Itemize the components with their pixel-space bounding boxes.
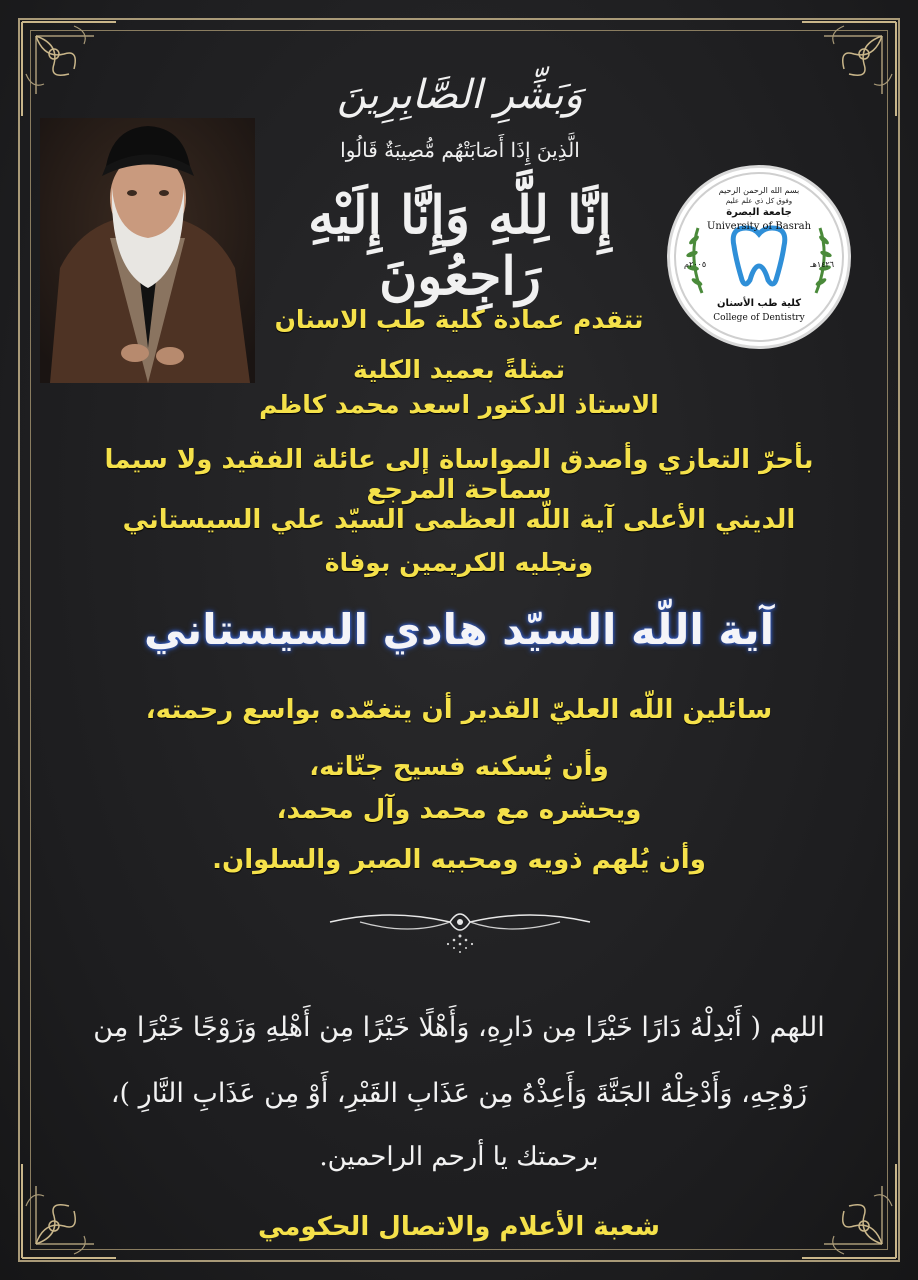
condolence-line1: بأحرّ التعازي وأصدق المواساة إلى عائلة الفقيد ولا سيما سماحة المرجع: [104, 445, 814, 505]
dean-name: الاستاذ الدكتور اسعد محمد كاظم: [259, 390, 659, 419]
corner-ornament-top-right: [794, 14, 904, 124]
condolence-line2: الديني الأعلى آية اللّه العظمى السيّد علي السيستاني: [122, 505, 796, 535]
ornamental-divider: [320, 900, 600, 960]
corner-ornament-bottom-right: [794, 1156, 904, 1266]
supplication-line3: برحمتك يا أرحم الراحمين.: [319, 1142, 599, 1172]
quran-verse-line2: الَّذِينَ إِذَا أَصَابَتْهُم مُّصِيبَةٌ قَالُوا: [340, 138, 580, 162]
prayer-line2: وأن يُسكنه فسيح جنّاته،: [309, 752, 609, 782]
condolence-line3: ونجليه الكريمين بوفاة: [324, 548, 594, 577]
corner-ornament-bottom-left: [14, 1156, 124, 1266]
quran-verse-line3: إِنَّا لِلَّهِ وَإِنَّا إِلَيْهِ رَاجِعُونَ: [308, 185, 612, 307]
prayer-line4: وأن يُلهم ذويه ومحبيه الصبر والسلوان.: [212, 845, 706, 875]
logo-college-ar: كلية طب الأسنان: [716, 298, 802, 309]
deceased-name: آية اللّه السيّد هادي السيستاني: [143, 605, 775, 654]
quran-verse-line1: وَبَشِّرِ الصَّابِرِينَ: [337, 72, 583, 118]
corner-ornament-top-left: [14, 14, 124, 124]
department-signature: شعبة الأعلام والاتصال الحكومي: [258, 1212, 660, 1242]
prayer-line3: ويحشره مع محمد وآل محمد،: [276, 795, 642, 825]
announcement-line1: تتقدم عمادة كلية طب الاسنان: [274, 305, 644, 334]
logo-university-en: University of Basrah: [706, 221, 812, 232]
logo-university-ar: جامعة البصرة: [726, 207, 792, 218]
supplication-line2: زَوْجِهِ، وَأَدْخِلْهُ الجَنَّةَ وَأَعِذْهُ مِن عَذَابِ القَبْرِ، أَوْ مِن عَذَابِ النَّارِ )،: [110, 1078, 808, 1109]
supplication-line1: اللهم ( أَبْدِلْهُ دَارًا خَيْرًا مِن دَارِهِ، وَأَهْلًا خَيْرًا مِن أَهْلِهِ وَزَوْجًا خَيْرًا مِن: [93, 1012, 825, 1043]
logo-year-left: ٢٠٠٥م: [684, 260, 707, 269]
logo-basmala: بسم الله الرحمن الرحيم: [718, 186, 800, 195]
logo-verse: وفوق كل ذي علم عليم: [725, 197, 793, 205]
prayer-line1: سائلين اللّه العليّ القدير أن يتغمّده بواسع رحمته،: [145, 695, 773, 725]
cleric-portrait: [40, 118, 255, 383]
logo-year-right: ١٤٢٦هـ: [810, 260, 834, 269]
logo-college-en: College of Dentistry: [713, 313, 805, 323]
announcement-line2: تمثلةً بعميد الكلية: [352, 355, 566, 384]
